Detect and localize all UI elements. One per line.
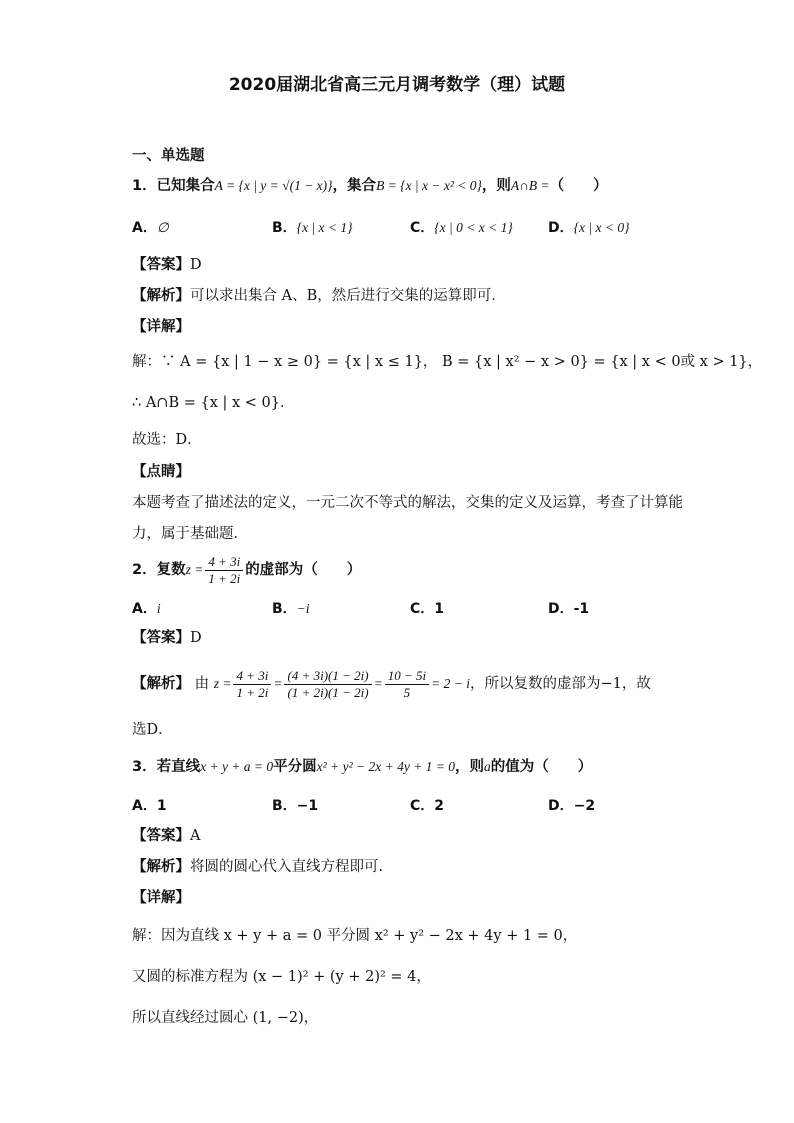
q2-answer: 【答案】D	[132, 630, 202, 646]
q2-frac-2: $\frac{(4 + 3i)(1 - 2i)}{(1 + 2i)(1 - 2i)}$	[284, 668, 371, 701]
q2-option-c: C．1	[410, 601, 445, 617]
q2-analysis: 【解析】 由 z = $\frac{4 + 3i}{1 + 2i}$ = $\frac{(4 + 3i)(1 - 2i)}{(1 + 2i)(1 - 2i)}$ = $\frac{10 - 5i}{5}$ = 2 − i，所以复数的虚部为−1，故	[132, 667, 651, 700]
q1-comment-1: 本题考查了描述法的定义，一元二次不等式的解法，交集的定义及运算，考查了计算能	[132, 495, 683, 511]
q1-answer: 【答案】D	[132, 257, 202, 273]
q1-paren: （ ）	[549, 178, 608, 194]
q2-option-d: D．-1	[548, 601, 590, 617]
q1-step-1: 解：∵ A = {x | 1 − x ≥ 0} = {x | x ≤ 1}， B = {x | x² − x > 0} = {x | x < 0或 x > 1}，	[132, 354, 763, 370]
q3-answer: 【答案】A	[132, 828, 201, 844]
q2-option-b: B．−i	[272, 601, 310, 617]
q3-option-b: B．−1	[272, 798, 319, 814]
section-heading: 一、单选题	[132, 148, 205, 164]
q1-option-c: C．{x | 0 < x < 1}	[410, 220, 513, 236]
q1-set-b: B = {x | x − x² < 0}	[376, 178, 482, 193]
q3-step-3: 所以直线经过圆心 (1, −2)，	[132, 1010, 319, 1026]
q3-step-2: 又圆的标准方程为 (x − 1)² + (y + 2)² = 4，	[132, 969, 431, 985]
q1-analysis: 【解析】可以求出集合 A、B，然后进行交集的运算即可．	[132, 288, 506, 304]
q1-comment-tag: 【点睛】	[132, 464, 190, 480]
q2-frac-1: $\frac{4 + 3i}{1 + 2i}$	[233, 668, 271, 701]
q1-step-2: ∴ A∩B = {x | x < 0}．	[132, 395, 295, 411]
q1-stem-b: ，集合	[332, 178, 377, 194]
q1-set-a: A = {x | y = √(1 − x)}	[214, 178, 333, 193]
q1-stem-a: 1．已知集合	[132, 178, 215, 194]
q1-comment-2: 力，属于基础题．	[132, 526, 248, 542]
q1-stem-c: ，则	[481, 178, 511, 194]
q2-option-a: A．i	[132, 601, 161, 617]
question-1-stem	[132, 176, 608, 196]
q2-fraction: $\frac{4 + 3i}{1 + 2i}$	[205, 554, 243, 587]
question-2-stem: 2．复数z = $\frac{4 + 3i}{1 + 2i}$ 的虚部为（ ）	[132, 553, 362, 586]
q2-frac-3: $\frac{10 - 5i}{5}$	[385, 668, 429, 701]
q3-option-c: C．2	[410, 798, 445, 814]
q2-analysis-cont: 选D．	[132, 722, 173, 738]
q3-detail-tag: 【详解】	[132, 890, 190, 906]
q1-step-3: 故选：D．	[132, 432, 202, 448]
q3-option-a: A．1	[132, 798, 167, 814]
q3-analysis: 【解析】将圆的圆心代入直线方程即可.	[132, 859, 384, 875]
q1-detail-tag: 【详解】	[132, 319, 190, 335]
q1-option-d: D．{x | x < 0}	[548, 220, 630, 236]
question-3-stem: 3．若直线x + y + a = 0平分圆x² + y² − 2x + 4y + 1 = 0，则a的值为（ ）	[132, 759, 593, 775]
q3-step-1: 解：因为直线 x + y + a = 0 平分圆 x² + y² − 2x + 4y + 1 = 0，	[132, 928, 578, 944]
q1-option-a: A．∅	[132, 220, 169, 236]
page-title: 2020届湖北省高三元月调考数学（理）试题	[228, 75, 566, 95]
q1-expr: A∩B =	[510, 178, 550, 193]
q3-option-d: D．−2	[548, 798, 596, 814]
q1-option-b: B．{x | x < 1}	[272, 220, 353, 236]
